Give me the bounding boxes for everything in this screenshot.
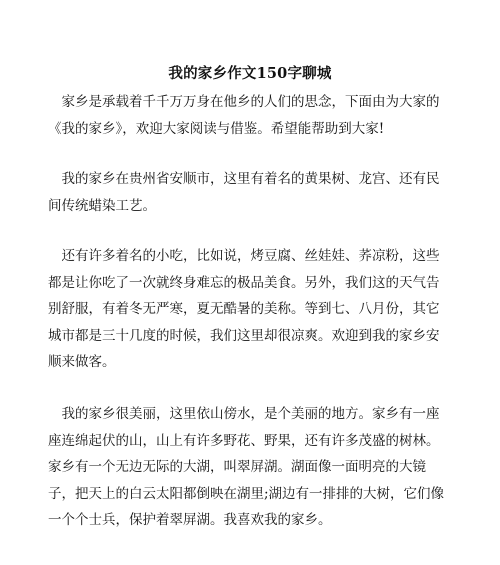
document-title: 我的家乡作文150字聊城 — [168, 65, 332, 82]
text-line: 城市都是三十几度的时候，我们这里却很凉爽。欢迎到我的家乡安 — [48, 327, 440, 344]
text-line: 我的家乡很美丽，这里依山傍水，是个美丽的地方。家乡有一座 — [48, 406, 440, 422]
text-line: 一个个士兵，保护着翠屏湖。我喜欢我的家乡。 — [48, 512, 332, 529]
text-line: 都是让你吃了一次就终身难忘的极品美食。另外，我们这的天气告 — [48, 274, 440, 291]
text-line: 间传统蜡染工艺。 — [48, 197, 156, 214]
text-line: 家乡有一个无边无际的大湖，叫翠屏湖。湖面像一面明亮的大镜 — [48, 459, 426, 476]
text-line: 别舒服，有着冬无严寒，夏无酷暑的美称。等到七、八月份，其它 — [48, 301, 440, 318]
paragraph-location — [48, 166, 458, 219]
paragraph-scenery — [48, 401, 458, 534]
paragraph-food-weather — [48, 243, 458, 376]
text-line: 座连绵起伏的山，山上有许多野花、野果，还有许多茂盛的树林。 — [48, 432, 440, 449]
text-line: 子，把天上的白云太阳都倒映在湖里;湖边有一排排的大树，它们像 — [48, 485, 445, 502]
text-line: 《我的家乡》，欢迎大家阅读与借鉴。希望能帮助到大家! — [48, 120, 385, 137]
paragraph-intro — [48, 89, 458, 142]
text-line: 我的家乡在贵州省安顺市，这里有着名的黄果树、龙宫、还有民 — [48, 171, 440, 187]
text-line: 家乡是承载着千千万万身在他乡的人们的思念，下面由为大家的 — [48, 94, 440, 110]
text-line: 还有许多着名的小吃，比如说，烤豆腐、丝娃娃、荞凉粉，这些 — [48, 248, 440, 264]
text-line: 顺来做客。 — [48, 354, 116, 371]
